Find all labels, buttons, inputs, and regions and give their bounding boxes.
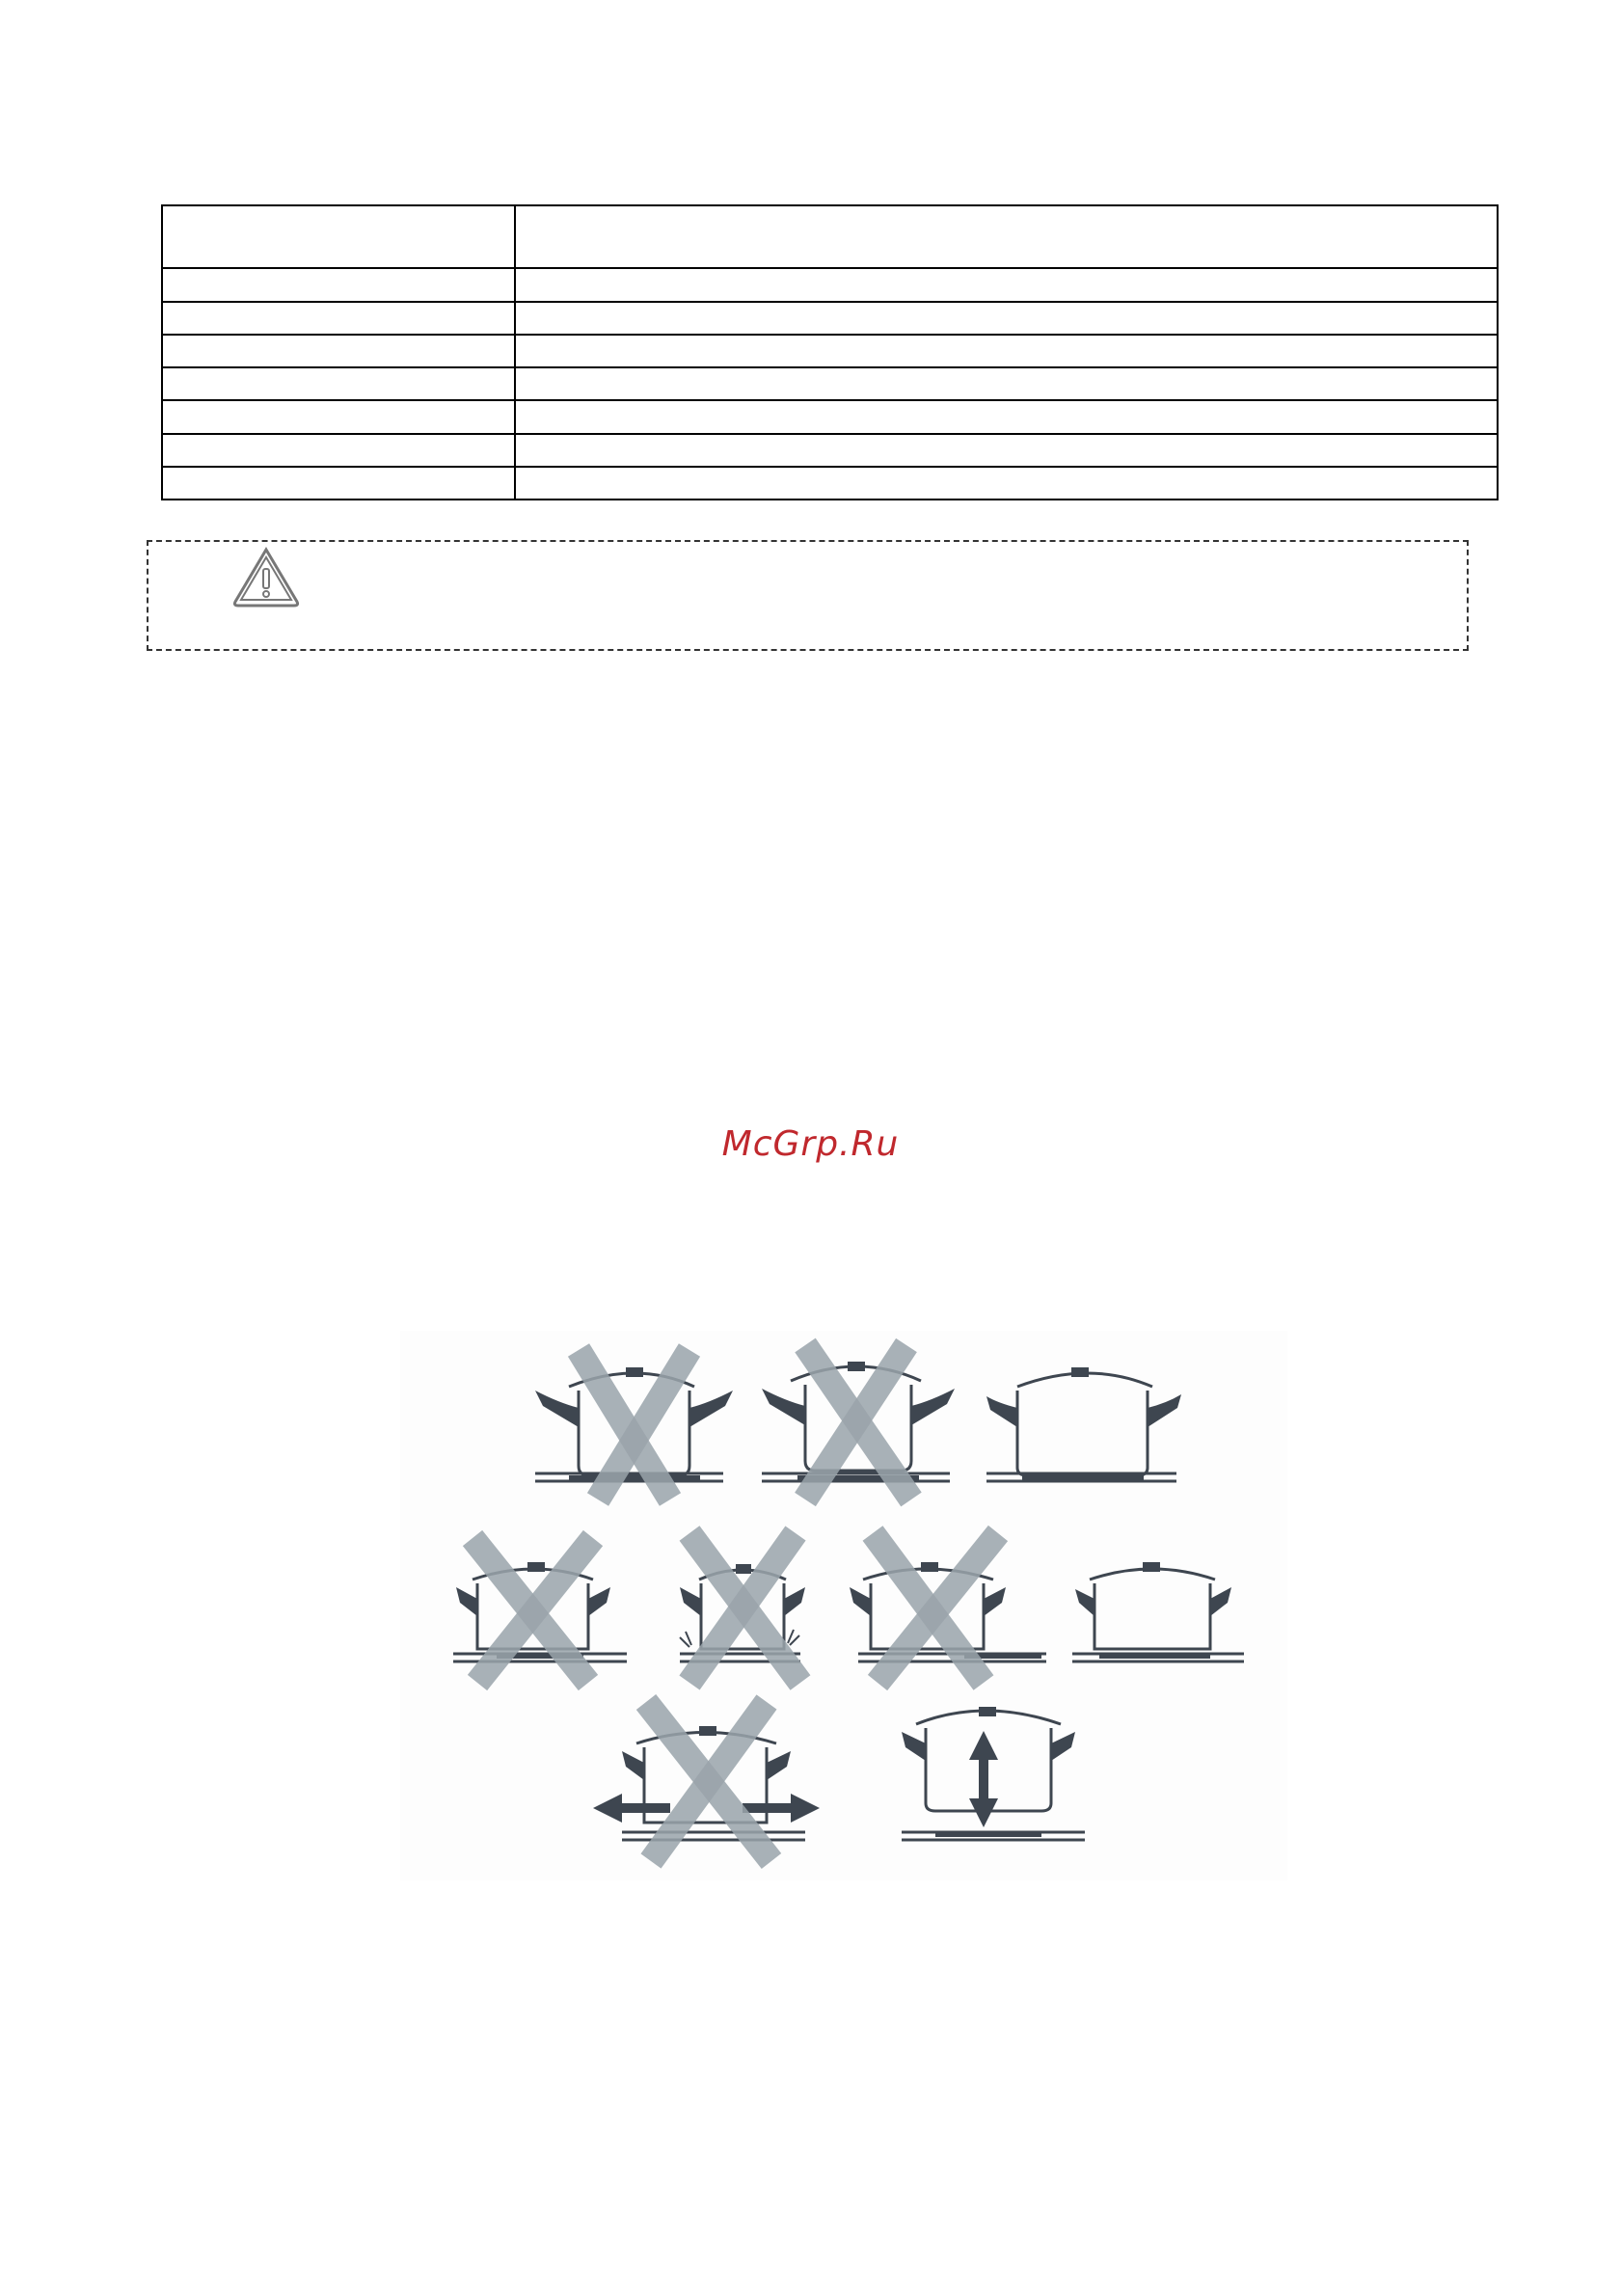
- pot-uneven: [680, 1533, 805, 1683]
- pot-concave-base: [535, 1350, 733, 1499]
- table-row: [162, 268, 1498, 301]
- spec-table: [161, 204, 1499, 500]
- table-row: [162, 302, 1498, 335]
- table-row: [162, 367, 1498, 400]
- table-row: [162, 400, 1498, 433]
- warning-triangle-icon: [231, 546, 301, 608]
- table-row: [162, 434, 1498, 467]
- table-row: [162, 467, 1498, 500]
- table-header-row: [162, 205, 1498, 268]
- warning-box: [147, 540, 1469, 651]
- pot-too-small: [453, 1538, 627, 1683]
- pot-lifted: [902, 1707, 1085, 1840]
- pot-sliding: [593, 1702, 820, 1861]
- pot-convex-base: [762, 1345, 955, 1499]
- cookware-illustration: [400, 1331, 1287, 1880]
- pot-off-center: [850, 1533, 1046, 1683]
- pot-correct: [1072, 1562, 1244, 1661]
- pot-flat-base: [986, 1367, 1181, 1481]
- watermark: McGrp.Ru: [721, 1124, 900, 1164]
- table-row: [162, 335, 1498, 367]
